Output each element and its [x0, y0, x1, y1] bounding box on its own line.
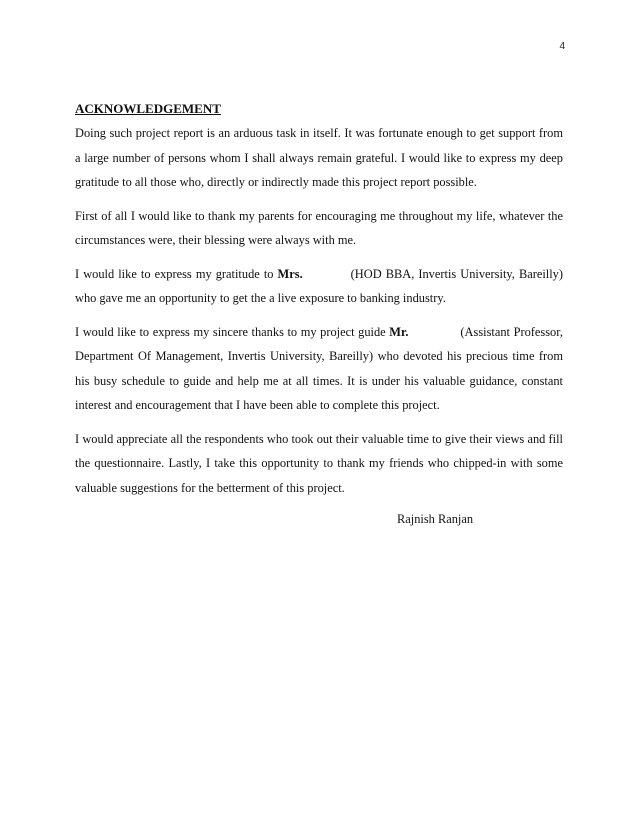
- paragraph-3-lead: I would like to express my gratitude to: [75, 266, 278, 281]
- paragraph-3: [75, 262, 563, 311]
- acknowledgement-heading: ACKNOWLEDGEMENT: [75, 101, 221, 116]
- paragraph-5: I would appreciate all the respondents who took out their valuable time to give their views and fill the questionnaire. Lastly, I take this opportunity to thank my friends who chipped-in with some valuable suggestions for the betterment of this project.: [75, 431, 563, 495]
- paragraph-4-rest: (Assistant Professor, Department Of Management, Invertis University, Bareilly) who devoted his precious time from his busy schedule to guide and help me at all times. It is under his valuable guidance, constant interest and encouragement that I have been able to complete this project.: [75, 324, 563, 412]
- document-body: [75, 97, 563, 509]
- paragraph-4: [75, 320, 563, 418]
- paragraph-3-rest: (HOD BBA, Invertis University, Bareilly) who gave me an opportunity to get the a live exposure to banking industry.: [75, 266, 563, 305]
- paragraph-2: First of all I would like to thank my parents for encouraging me throughout my life, whatever the circumstances were, their blessing were always with me.: [75, 208, 563, 247]
- hod-title: Mrs.: [277, 266, 303, 281]
- page-number: 4: [559, 41, 565, 52]
- paragraph-1: Doing such project report is an arduous task in itself. It was fortunate enough to get support from a large number of persons whom I shall always remain grateful. I would like to express my deep gratitude to all those who, directly or indirectly made this project report possible.: [75, 126, 563, 189]
- guide-title: Mr.: [389, 324, 409, 339]
- paragraph-4-lead: I would like to express my sincere thanks to my project guide: [75, 324, 390, 339]
- signature-name: Rajnish Ranjan: [397, 512, 474, 526]
